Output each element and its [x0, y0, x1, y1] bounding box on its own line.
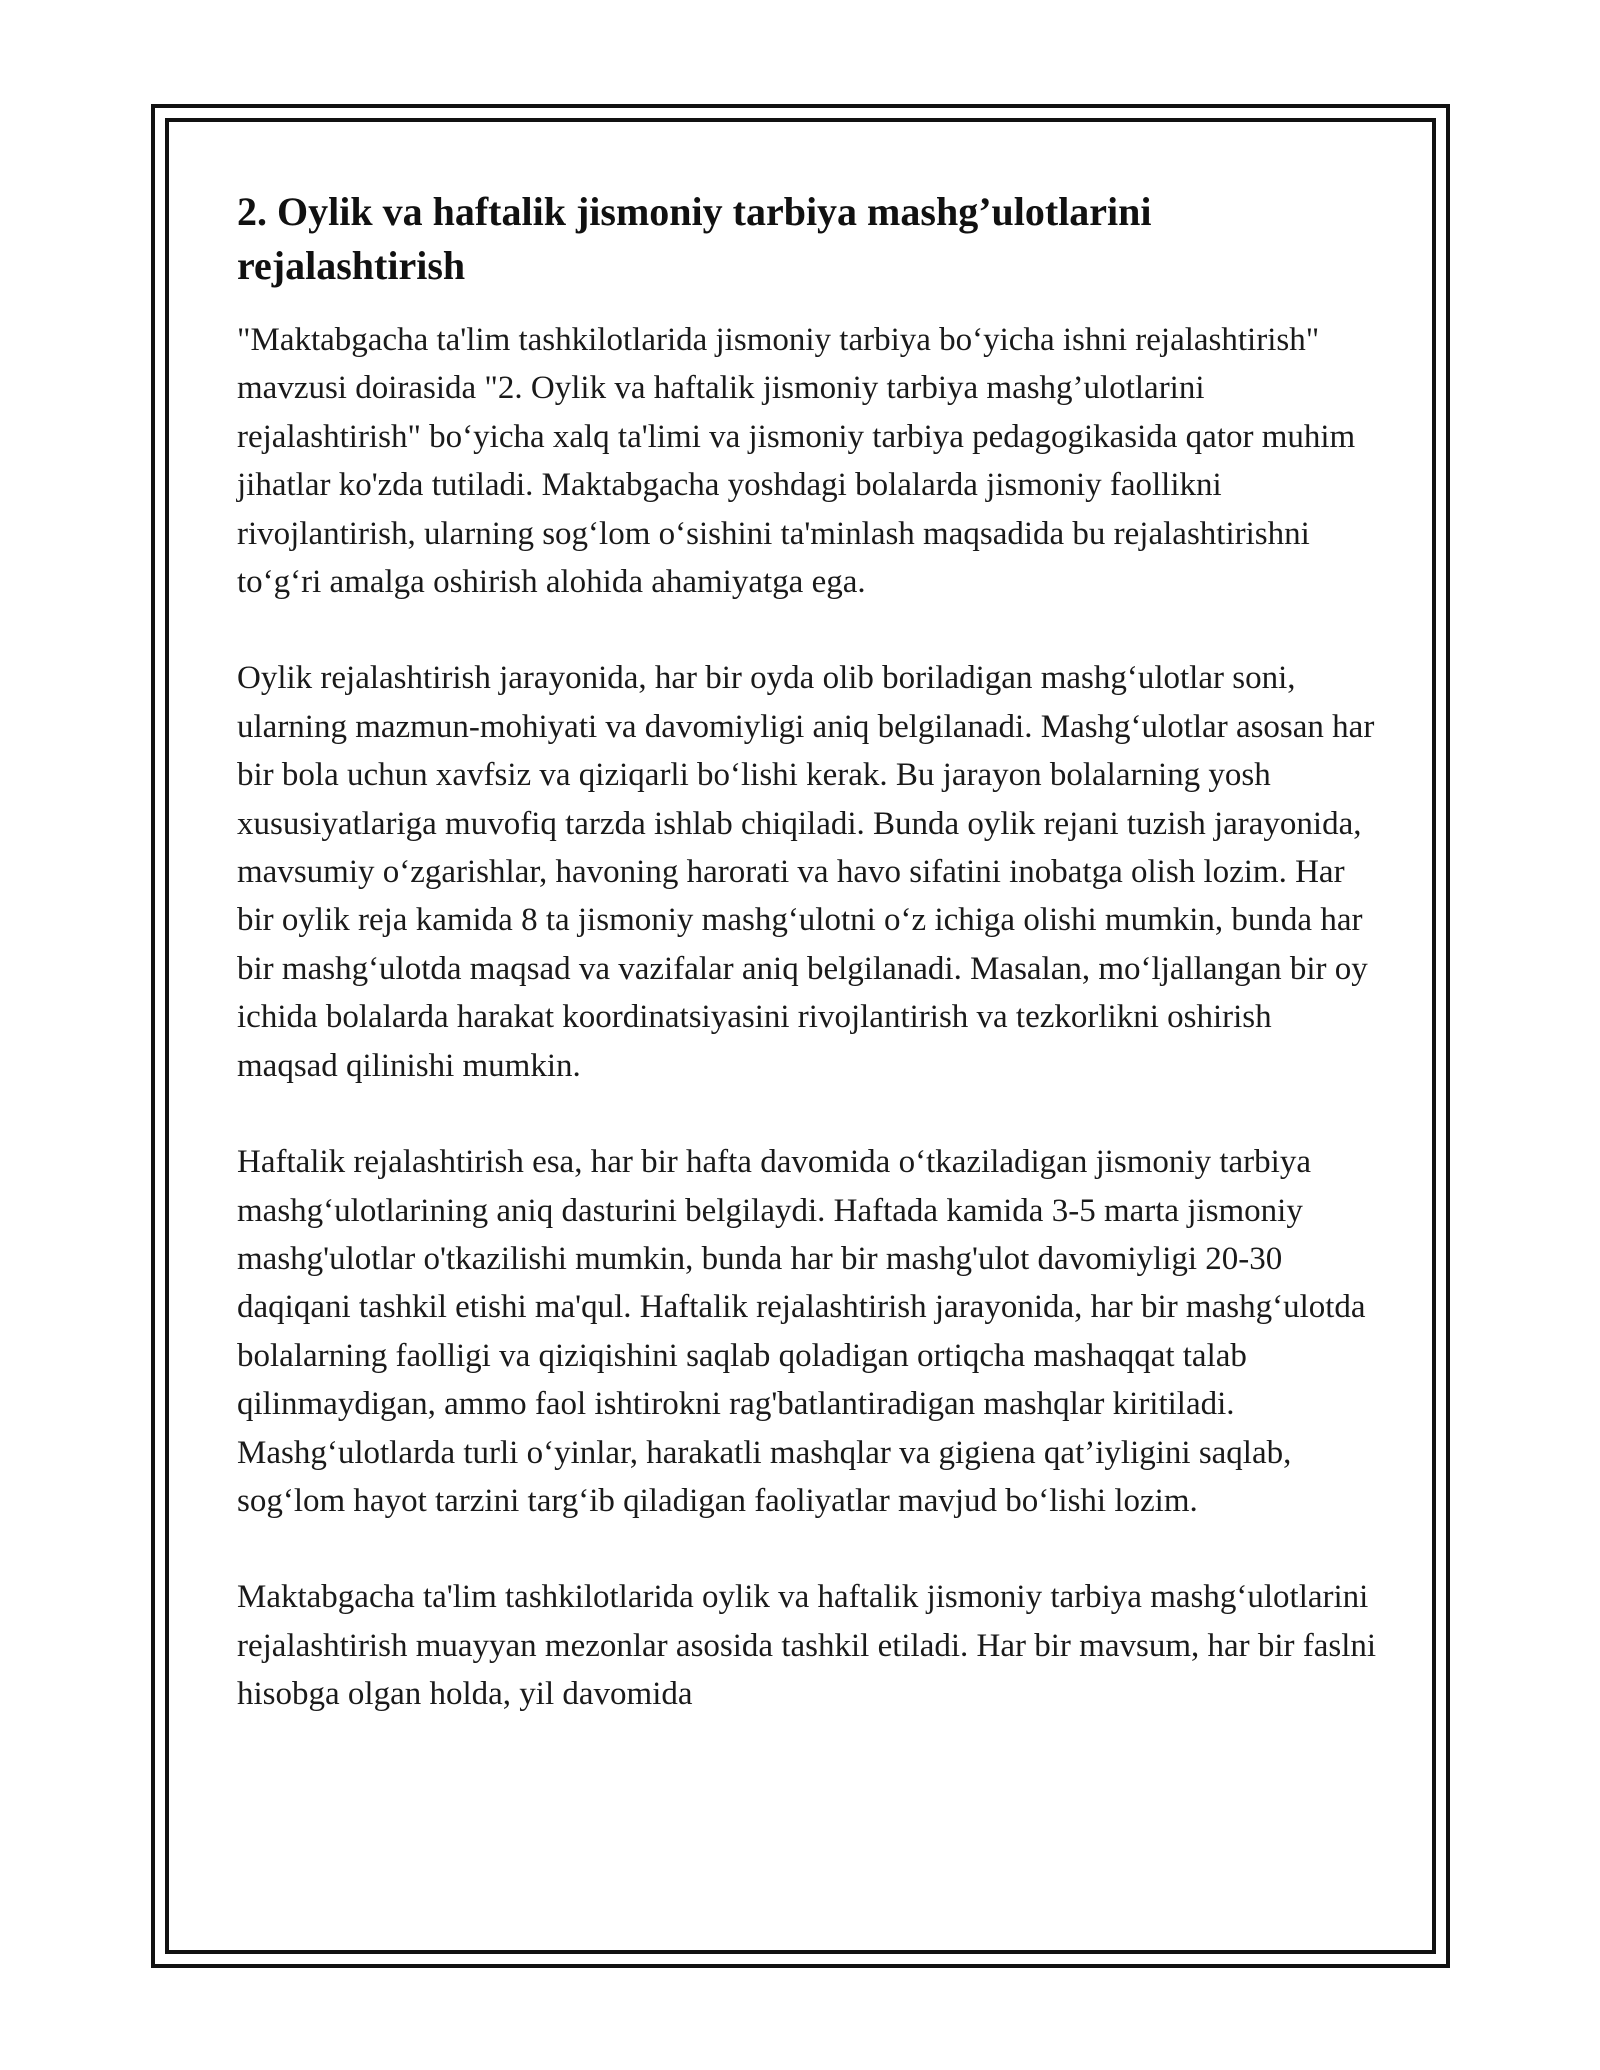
section-heading: 2. Oylik va haftalik jismoniy tarbiya mashg’ulotlarini rejalashtirish — [237, 189, 1152, 288]
document-content — [237, 185, 1377, 1767]
paragraph-monthly-planning: Oylik rejalashtirish jarayonida, har bir oyda olib boriladigan mashg‘ulotlar soni, ularning mazmun-mohiyati va davomiyligi aniq belgilanadi. Mashg‘ulotlar asosan har bir bola uchun xavfsiz va qiziqarli bo‘lishi kerak. Bu jarayon bolalarning yosh xususiyatlariga muvofiq tarzda ishlab chiqiladi. Bunda oylik rejani tuzish jarayonida, mavsumiy o‘zgarishlar, havoning harorati va havo sifatini inobatga olish lozim. Har bir oylik reja kamida 8 ta jismoniy mashg‘ulotni o‘z ichiga olishi mumkin, bunda har bir mashg‘ulotda maqsad va vazifalar aniq belgilanadi. Masalan, mo‘ljallangan bir oy ichida bolalarda harakat koordinatsiyasini rivojlantirish va tezkorlikni oshirish maqsad qilinishi mumkin. — [237, 660, 1375, 1084]
paragraph-weekly-planning: Haftalik rejalashtirish esa, har bir hafta davomida o‘tkaziladigan jismoniy tarbiya mashg‘ulotlarining aniq dasturini belgilaydi. Haftada kamida 3-5 marta jismoniy mashg'ulotlar o'tkazilishi mumkin, bunda har bir mashg'ulot davomiyligi 20-30 daqiqani tashkil etishi ma'qul. Haftalik rejalashtirish jarayonida, har bir mashg‘ulotda bolalarning faolligi va qiziqishini saqlab qoladigan ortiqcha mashaqqat talab qilinmaydigan, ammo faol ishtirokni rag'batlantiradigan mashqlar kiritiladi. Mashg‘ulotlarda turli o‘yinlar, harakatli mashqlar va gigiena qat’iyligini saqlab, sog‘lom hayot tarzini targ‘ib qiladigan faoliyatlar mavjud bo‘lishi lozim. — [237, 1144, 1366, 1519]
paragraph-intro: "Maktabgacha ta'lim tashkilotlarida jismoniy tarbiya bo‘yicha ishni rejalashtirish" mavzusi doirasida "2. Oylik va haftalik jismoniy tarbiya mashg’ulotlarini rejalashtirish" bo‘yicha xalq ta'limi va jismoniy tarbiya pedagogikasida qator muhim jihatlar ko'zda tutiladi. Maktabgacha yoshdagi bolalarda jismoniy faollikni rivojlantirish, ularning sog‘lom o‘sishini ta'minlash maqsadida bu rejalashtirishni to‘g‘ri amalga oshirish alohida ahamiyatga ega. — [237, 322, 1356, 601]
paragraph-criteria: Maktabgacha ta'lim tashkilotlarida oylik va haftalik jismoniy tarbiya mashg‘ulotlarini rejalashtirish muayyan mezonlar asosida tashkil etiladi. Har bir mavsum, har bir faslni hisobga olgan holda, yil davomida — [237, 1579, 1377, 1713]
